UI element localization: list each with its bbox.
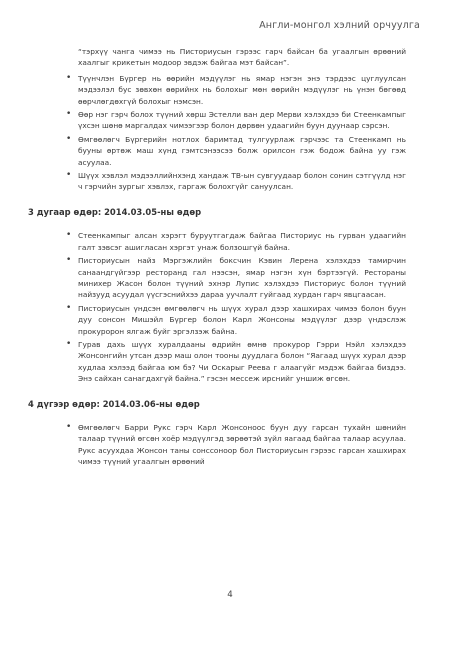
bullet-icon: • [66,133,72,144]
list-item [66,302,406,337]
day3-bullet-list [66,230,406,384]
page-number: 4 [227,590,233,600]
list-item [66,109,406,132]
list-item-text: Гурав дахь шүүх хуралдааны өдрийн өмнө прокурор Гэрри Нэйл хэлэхдээ Жонсонгийн утсан дээр маш олон тооны дуудлага болон “Яагаад шүүх хурал дээр худлаа хэлээд байгаа юм бэ? Чи Оскарыг Реева г алаагүйг мэдэж байгаа биздээ. Энэ сайхан санагдахгүй байна.” гэсэн мессеж ирснийг уншиж өгсөн. [78,339,406,384]
bullet-icon: • [66,338,72,349]
day4-bullet-list [66,421,406,468]
intro-bullet-list [66,72,406,193]
bullet-icon: • [66,302,72,313]
list-item-text: Стеенкампыг алсан хэрэгт буруутгагдаж байгаа Писториус нь гурван удаагийн галт зэвсэг ашигласан хэргэт унаж болзошгүй байна. [78,231,406,252]
bullet-icon: • [66,255,72,266]
bullet-icon: • [66,109,72,120]
document-body [28,46,406,470]
document-header: Англи-монгол хэлний орчуулга [259,20,420,31]
bullet-icon: • [66,421,72,432]
list-item-text: Писториусын найз Мэргэжлийн боксчин Кэвин Лерена хэлэхдээ тамирчин санаандгүйгээр ресторанд гал нээсэн, ямар нэгэн хүн бэртээгүй. Рестораны миниxер Жасон болон түүний эхнэр Лупис хэлэхдээ Писториус болон түүний найзууд асуудал үүсгэснийхээ дараа уучлалт гуйгаад хурдан гарч явцгаасан. [78,256,406,300]
list-item [66,421,406,468]
list-item-text: Өөр нэг гэрч болох түүний хөрш Эстелли ван дер Мерви хэлэхдээ би Стеенкампыг үхсэн шөнө маргалдах чимээгээр болон дөрвөн удаагийн буун дуунаар сэрсэн. [78,110,406,131]
list-item [66,170,406,193]
list-item-text: Өмгөөлөгч Бүргерийн нотлох баримтад тулгуурлаж гэрчээс та Стеенкамп нь бууны өртөж маш хүнд гэмтсэнээсээ болж орилсон гэж бодож байна уу гэж асуулаа. [78,134,406,167]
list-item [66,72,406,107]
list-item-text: Писториусын үндсэн өмгөөлөгч нь шүүх хурал дээр хашхирах чимээ болон буун дуу сонсон Мишэйл Бүргер болон Карл Жонсоны мэдүүлэг дээр үндэслэж прокуророн ялгаж буйг эргэлзэж байна. [78,303,406,336]
list-item-text: Түүнчлэн Бүргер нь өөрийн мэдүүлэг нь ямар нэгэн энэ тэрдээс цуглуулсан мэдээлэл бус зөвхөн өөрийнх нь болохыг мөн өөрийн мэдүүлэг нь үнэн бөгөөд өөрчлөгдөхгүй болохыг нэмсэн. [78,73,406,106]
list-item [66,255,406,301]
bullet-icon: • [66,72,72,83]
section-title-day3: 3 дугаар өдөр: 2014.03.05-ны өдөр [28,206,202,217]
list-item [66,338,406,385]
bullet-icon: • [66,230,72,241]
list-item [66,230,406,253]
intro-quote: “тэрхүү чанга чимээ нь Писториусын гэрээс гарч байсан ба угаалгын өрөөний хаалгыг крикетын модоор эвдэж байгаа мэт байсан”. [78,47,406,68]
section-title-day4: 4 дүгээр өдөр: 2014.03.06-ны өдөр [28,398,200,409]
list-item [66,133,406,168]
list-item-text: Шүүх хэвлэл мэдээллийнхэнд хандаж ТВ-ын сувгуудаар болон сонин сэтгүүлд нэг ч гэрчийн зургыг хэвлэх, гаргаж болохгүйг сануулсан. [78,171,406,192]
list-item-text: Өмгөөлөгч Барри Рукс гэрч Карл Жонсоноос буун дуу гарсан тухайн шөнийн талаар түүний өгсөн хоёр мэдүүлгэд зөрөөтэй зүйл яагаад байгаа талаар асуулаа. Рукс асуухдаа Жонсон таны сонссоноор бол Писториусын гэрээс гарсан хашхирах чимээ түүний угаалгын өрөөний [78,422,406,467]
bullet-icon: • [66,170,72,181]
